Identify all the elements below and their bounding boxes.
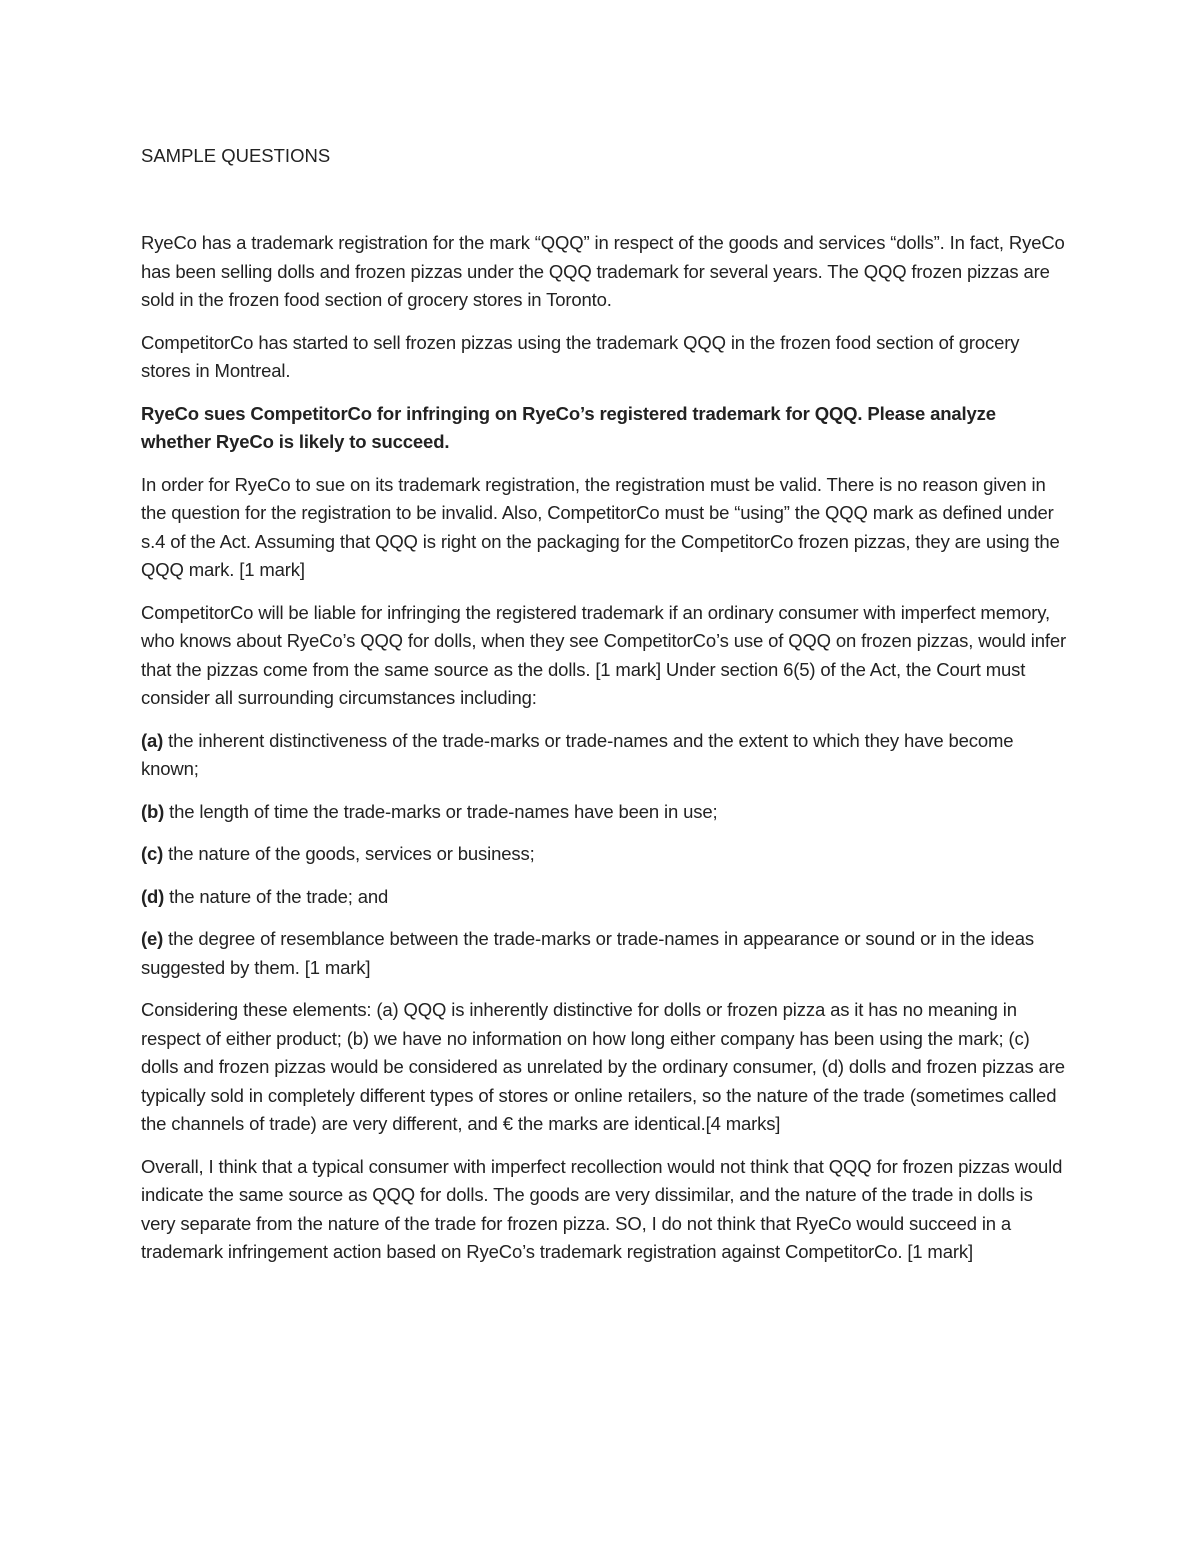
factor-d [141,883,1066,912]
factor-e [141,925,1066,982]
answer-paragraph-4: Overall, I think that a typical consumer with imperfect recollection would not think that QQQ for frozen pizzas would indicate the same source as QQQ for dolls. The goods are very dissimilar, and the nature of the trade in dolls is very separate from the nature of the trade for frozen pizza. SO, I do not think that RyeCo would succeed in a trademark infringement action based on RyeCo’s trademark registration against CompetitorCo. [1 mark] [141,1155,1063,1262]
factor-text: the inherent distinctiveness of the trade-marks or trade-names and the extent to which they have become known; [141,729,1014,779]
factor-label: (d) [141,885,165,907]
intro-section [141,229,1066,1281]
factor-c [141,840,1066,869]
factor-label: (c) [141,843,164,864]
intro-paragraph-2: CompetitorCo has started to sell frozen pizzas using the trademark QQQ in the frozen food section of grocery stores in Montreal. [141,331,1020,381]
factor-text: the nature of the goods, services or business; [163,843,535,864]
factor-text: the nature of the trade; and [164,885,389,907]
factor-label: (a) [141,729,164,751]
factor-label: (b) [141,800,165,822]
factor-a [141,727,1066,784]
factor-text: the length of time the trade-marks or trade-names have been in use; [164,800,718,822]
page-title: SAMPLE QUESTIONS [141,145,331,166]
factor-b [141,798,1066,827]
answer-paragraph-1: In order for RyeCo to sue on its trademark registration, the registration must be valid. There is no reason given in the question for the registration to be invalid. Also, CompetitorCo must be “using” the QQQ mark as defined under s.4 of the Act. Assuming that QQQ is right on the packaging for the CompetitorCo frozen pizzas, they are using the QQQ mark. [1 mark] [141,473,1060,580]
answer-paragraph-3: Considering these elements: (a) QQQ is inherently distinctive for dolls or frozen pizza as it has no meaning in respect of either product; (b) we have no information on how long either company has been using the mark; (c) dolls and frozen pizzas would be considered as unrelated by the ordinary consumer, (d) dolls and frozen pizzas are typically sold in completely different types of stores or online retailers, so the nature of the trade (sometimes called the channels of trade) are very different, and € the marks are identical.[4 marks] [141,999,1065,1134]
answer-paragraph-2: CompetitorCo will be liable for infringing the registered trademark if an ordinary consumer with imperfect memory, who knows about RyeCo’s QQQ for dolls, when they see CompetitorCo’s use of QQQ on frozen pizzas, would infer that the pizzas come from the same source as the dolls. [1 mark] Under section 6(5) of the Act, the Court must consider all surrounding circumstances including: [141,601,1067,708]
question-text: RyeCo sues CompetitorCo for infringing on RyeCo’s registered trademark for QQQ. Please analyze whether RyeCo is likely to succeed. [141,402,996,452]
factor-text: the degree of resemblance between the trade-marks or trade-names in appearance or sound or in the ideas suggested by them. [1 mark] [141,928,1035,978]
intro-paragraph-1: RyeCo has a trademark registration for the mark “QQQ” in respect of the goods and services “dolls”. In fact, RyeCo has been selling dolls and frozen pizzas under the QQQ trademark for several years. The QQQ frozen pizzas are sold in the frozen food section of grocery stores in Toronto. [141,232,1065,310]
factor-label: (e) [141,928,164,949]
